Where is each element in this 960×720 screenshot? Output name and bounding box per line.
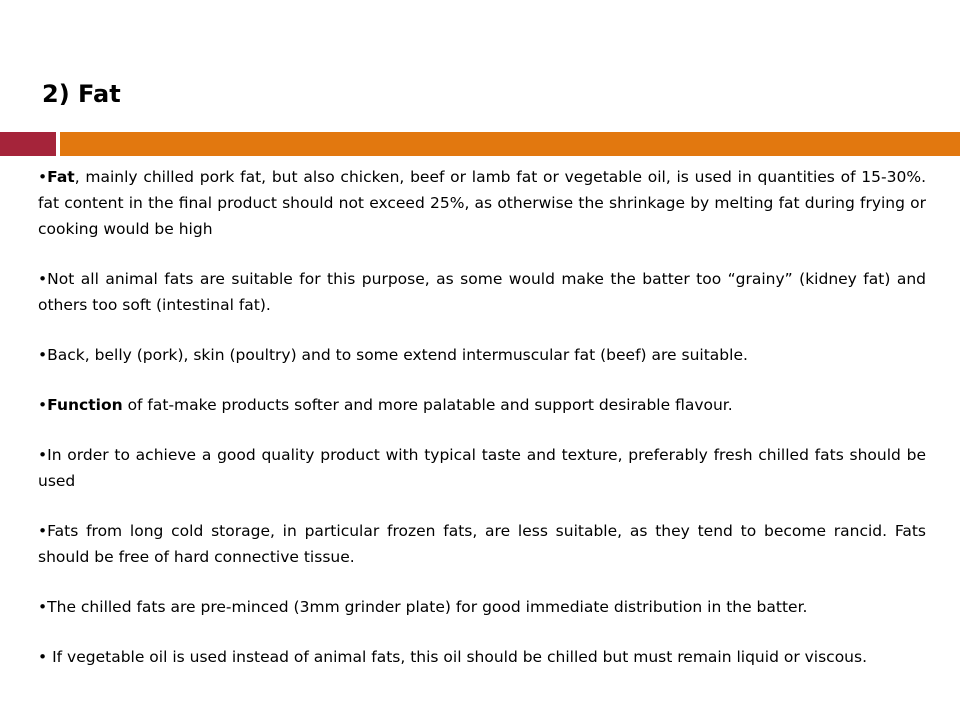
bullet-marker: •: [38, 598, 48, 616]
bullet-unsuitable-fats: [38, 266, 926, 318]
accent-band-right: [60, 132, 960, 156]
bullet-cold-storage: [38, 518, 926, 570]
bullet-marker: •: [38, 346, 48, 364]
bullet-marker: •: [38, 446, 48, 464]
bullet-pre-minced: [38, 594, 926, 620]
bullet-fat-definition: [38, 164, 926, 242]
bullet-marker: •: [38, 396, 48, 414]
bullet-text: , mainly chilled pork fat, but also chicken, beef or lamb fat or vegetable oil, is used in quantities of 15-30%. fat content in the final product should not exceed 25%, as otherwise the shrinkage by melting fat during frying or cooking would be high: [38, 168, 926, 238]
bullet-lead: Function: [47, 396, 123, 414]
bullet-marker: •: [38, 270, 48, 288]
slide-title: 2) Fat: [42, 80, 121, 108]
bullet-text: Back, belly (pork), skin (poultry) and to some extend intermuscular fat (beef) are suitable.: [47, 346, 748, 364]
bullet-marker: •: [38, 168, 48, 186]
bullet-marker: •: [38, 648, 48, 666]
accent-band-left: [0, 132, 56, 156]
bullet-function: [38, 392, 926, 418]
bullet-text: Not all animal fats are suitable for this purpose, as some would make the batter too “grainy” (kidney fat) and others too soft (intestinal fat).: [38, 270, 926, 314]
bullet-fresh-chilled: [38, 442, 926, 494]
bullet-suitable-fats: [38, 342, 926, 368]
bullet-text: If vegetable oil is used instead of animal fats, this oil should be chilled but must remain liquid or viscous.: [47, 648, 867, 666]
bullet-text: In order to achieve a good quality product with typical taste and texture, preferably fresh chilled fats should be used: [38, 446, 926, 490]
bullet-marker: •: [38, 522, 48, 540]
bullet-lead: Fat: [47, 168, 75, 186]
bullet-list: [38, 164, 926, 694]
bullet-text: The chilled fats are pre-minced (3mm grinder plate) for good immediate distribution in the batter.: [47, 598, 808, 616]
bullet-text: of fat-make products softer and more palatable and support desirable flavour.: [122, 396, 733, 414]
bullet-vegetable-oil: [38, 644, 926, 670]
bullet-text: Fats from long cold storage, in particular frozen fats, are less suitable, as they tend to become rancid. Fats should be free of hard connective tissue.: [38, 522, 926, 566]
